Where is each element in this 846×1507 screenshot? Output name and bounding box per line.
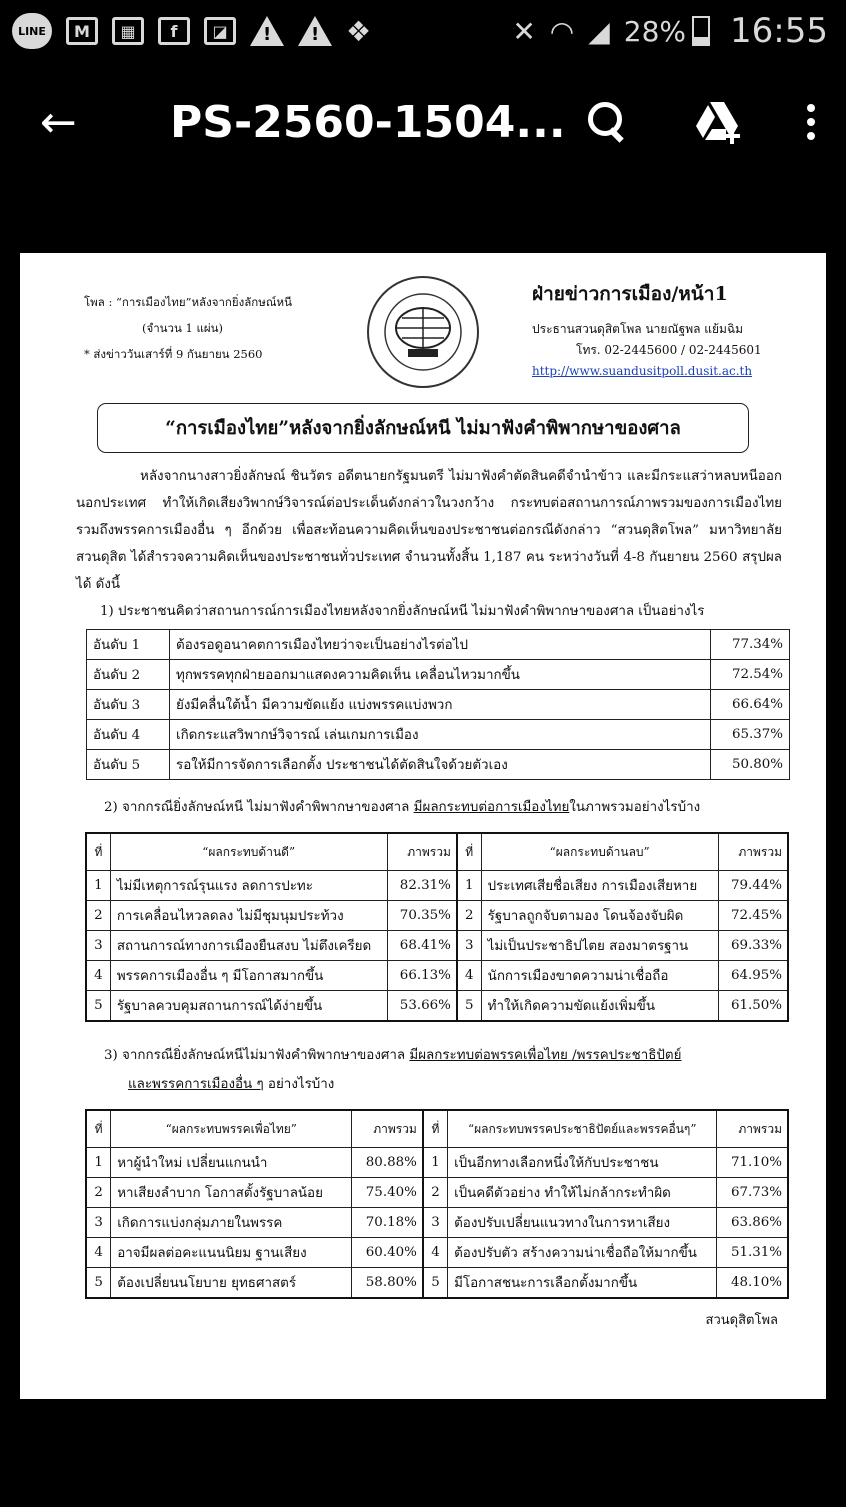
percent-value: 68.41% [387, 931, 457, 961]
source-credit: สวนดุสิตโพล [705, 1313, 778, 1328]
document-title: PS-2560-1504... [170, 96, 566, 148]
percent-value: 67.73% [717, 1178, 788, 1208]
opinion-text: ทุกพรรคทุกฝ่ายออกมาแสดงความคิดเห็น เคลื่อนไหวมากขึ้น [170, 660, 711, 690]
col-no: ที่ [86, 1110, 111, 1148]
question-1-table [86, 629, 790, 780]
gmail-icon: M [66, 17, 98, 45]
positive-impact: ไม่มีเหตุการณ์รุนแรง ลดการปะทะ [110, 871, 387, 901]
pheu-thai-impact: หาผู้นำใหม่ เปลี่ยนแกนนำ [111, 1148, 352, 1178]
row-number: 2 [86, 901, 110, 931]
question-3-heading: 3) จากกรณียิ่งลักษณ์หนีไม่มาฟังคำพิพากษาของศาล มีผลกระทบต่อพรรคเพื่อไทย /พรรคประชาธิปัตย์ และพรรคการเมืองอื่น ๆ อย่างไรบ้าง [104, 1048, 682, 1092]
rank-label: อันดับ 1 [87, 630, 170, 660]
more-options-icon[interactable] [804, 104, 818, 140]
rank-label: อันดับ 2 [87, 660, 170, 690]
website-link[interactable]: http://www.suandusitpoll.dusit.ac.th [532, 364, 753, 378]
positive-impact: การเคลื่อนไหวลดลง ไม่มีชุมนุมประท้วง [110, 901, 387, 931]
percent-value: 53.66% [387, 991, 457, 1022]
rank-label: อันดับ 4 [87, 720, 170, 750]
pheu-thai-impact: อาจมีผลต่อคะแนนนิยม ฐานเสียง [111, 1238, 352, 1268]
question-2-heading: 2) จากกรณียิ่งลักษณ์หนี ไม่มาฟังคำพิพากษาของศาล มีผลกระทบต่อการเมืองไทยในภาพรวมอย่างไรบ้าง [104, 800, 701, 815]
row-number: 4 [86, 1238, 111, 1268]
row-number: 5 [86, 1268, 111, 1299]
negative-impact: ทำให้เกิดความขัดแย้งเพิ่มขึ้น [481, 991, 718, 1022]
university-seal-icon [358, 273, 488, 391]
pheu-thai-impact: เกิดการแบ่งกลุ่มภายในพรรค [111, 1208, 352, 1238]
col-pheu-thai: “ผลกระทบพรรคเพื่อไทย” [111, 1110, 352, 1148]
table-row [87, 750, 790, 780]
signal-icon: ◢ [588, 14, 610, 48]
row-number: 1 [86, 871, 110, 901]
col-no: ที่ [86, 833, 110, 871]
search-icon[interactable] [586, 100, 626, 144]
opinion-text: รอให้มีการจัดการเลือกตั้ง ประชาชนได้ตัดสินใจด้วยตัวเอง [170, 750, 711, 780]
dropbox-icon: ❖ [346, 14, 372, 48]
battery-percent: 28% [623, 14, 687, 48]
table-row [86, 1238, 788, 1268]
democrat-impact: เป็นอีกทางเลือกหนึ่งให้กับประชาชน [448, 1148, 717, 1178]
percent-value: 65.37% [711, 720, 790, 750]
back-arrow-icon[interactable]: ← [40, 96, 77, 148]
question-1-heading: 1) ประชาชนคิดว่าสถานการณ์การเมืองไทยหลังจากยิ่งลักษณ์หนี ไม่มาฟังคำพิพากษาของศาล เป็นอย่างไร [100, 604, 705, 619]
percent-value: 70.18% [352, 1208, 423, 1238]
notification-icons [12, 13, 385, 49]
question-3-table [85, 1109, 789, 1299]
row-number: 4 [86, 961, 110, 991]
negative-impact: นักการเมืองขาดความน่าเชื่อถือ [481, 961, 718, 991]
table-row [86, 1178, 788, 1208]
row-number: 3 [423, 1208, 448, 1238]
col-no: ที่ [457, 833, 481, 871]
col-total: ภาพรวม [718, 833, 788, 871]
intro-paragraph: หลังจากนางสาวยิ่งลักษณ์ ชินวัตร อดีตนายกรัฐมนตรี ไม่มาฟังคำตัดสินคดีจำนำข้าว และมีกระแสว่าหลบหนีออกนอกประเทศ ทำให้เกิดเสียงวิพากษ์วิจารณ์ต่อประเด็นดังกล่าวในวงกว้าง กระทบต่อสถานการณ์ภาพรวมของการเมืองไทย รวมถึงพรรคการเมืองอื่น ๆ อีกด้วย เพื่อสะท้อนความคิดเห็นของประชาชนต่อกรณีดังกล่าว “สวนดุสิตโพล” มหาวิทยาลัยสวนดุสิต ได้สำรวจความคิดเห็นของประชาชนทั่วประเทศ จำนวนทั้งสิ้น 1,187 คน ระหว่างวันที่ 4-8 กันยายน 2560 สรุปผลได้ ดังนี้ [76, 469, 782, 592]
negative-impact: ไม่เป็นประชาธิปไตย สองมาตรฐาน [481, 931, 718, 961]
table-header-row [86, 1110, 788, 1148]
percent-value: 82.31% [387, 871, 457, 901]
democrat-impact: ต้องปรับตัว สร้างความน่าเชื่อถือให้มากขึ้น [448, 1238, 717, 1268]
table-row [86, 1268, 788, 1299]
phone-number: โทร. 02-2445600 / 02-2445601 [576, 343, 762, 357]
negative-impact: ประเทศเสียชื่อเสียง การเมืองเสียหาย [481, 871, 718, 901]
percent-value: 79.44% [718, 871, 788, 901]
row-number: 2 [423, 1178, 448, 1208]
table-row [86, 1148, 788, 1178]
table-row [86, 871, 788, 901]
percent-value: 80.88% [352, 1148, 423, 1178]
row-number: 2 [457, 901, 481, 931]
nfc-mute-icon: ✕ [512, 14, 536, 48]
line-icon: LINE [12, 13, 52, 49]
page-count: (จำนวน 1 แผ่น) [142, 321, 223, 335]
percent-value: 71.10% [717, 1148, 788, 1178]
percent-value: 77.34% [711, 630, 790, 660]
positive-impact: พรรคการเมืองอื่น ๆ มีโอกาสมากขึ้น [110, 961, 387, 991]
add-to-drive-icon[interactable] [694, 100, 744, 144]
row-number: 3 [86, 931, 110, 961]
democrat-impact: เป็นคดีตัวอย่าง ทำให้ไม่กล้ากระทำผิด [448, 1178, 717, 1208]
percent-value: 64.95% [718, 961, 788, 991]
row-number: 4 [457, 961, 481, 991]
president-name: ประธานสวนดุสิตโพล นายณัฐพล แย้มฉิม [532, 322, 744, 336]
row-number: 1 [457, 871, 481, 901]
clock: 16:55 [730, 11, 828, 51]
table-row [86, 991, 788, 1022]
department-name: ฝ่ายข่าวการเมือง/หน้า1 [532, 283, 728, 305]
col-total: ภาพรวม [352, 1110, 423, 1148]
row-number: 4 [423, 1238, 448, 1268]
app-bar [0, 62, 846, 182]
opinion-text: ยังมีคลื่นใต้น้ำ มีความขัดแย้ง แบ่งพรรคแบ่งพวก [170, 690, 711, 720]
wifi-icon: ◠ [549, 14, 575, 48]
photo-icon: ▦ [112, 17, 144, 45]
percent-value: 48.10% [717, 1268, 788, 1299]
percent-value: 75.40% [352, 1178, 423, 1208]
percent-value: 58.80% [352, 1268, 423, 1299]
table-row [87, 690, 790, 720]
row-number: 2 [86, 1178, 111, 1208]
percent-value: 60.40% [352, 1238, 423, 1268]
positive-impact: รัฐบาลควบคุมสถานการณ์ได้ง่ายขึ้น [110, 991, 387, 1022]
democrat-impact: ต้องปรับเปลี่ยนแนวทางในการหาเสียง [448, 1208, 717, 1238]
table-row [87, 660, 790, 690]
opinion-text: ต้องรอดูอนาคตการเมืองไทยว่าจะเป็นอย่างไรต่อไป [170, 630, 711, 660]
rank-label: อันดับ 5 [87, 750, 170, 780]
percent-value: 51.31% [717, 1238, 788, 1268]
col-democrat: “ผลกระทบพรรคประชาธิปัตย์และพรรคอื่นๆ” [448, 1110, 717, 1148]
table-header-row [86, 833, 788, 871]
table-row [87, 630, 790, 660]
row-number: 1 [86, 1148, 111, 1178]
opinion-text: เกิดกระแสวิพากษ์วิจารณ์ เล่นเกมการเมือง [170, 720, 711, 750]
battery-icon [692, 16, 710, 46]
table-row [86, 1208, 788, 1238]
release-date: * ส่งข่าววันเสาร์ที่ 9 กันยายน 2560 [84, 347, 263, 361]
percent-value: 66.64% [711, 690, 790, 720]
percent-value: 66.13% [387, 961, 457, 991]
percent-value: 72.45% [718, 901, 788, 931]
col-total: ภาพรวม [387, 833, 457, 871]
row-number: 3 [86, 1208, 111, 1238]
table-row [86, 931, 788, 961]
row-number: 5 [423, 1268, 448, 1299]
percent-value: 72.54% [711, 660, 790, 690]
report-title: “การเมืองไทย”หลังจากยิ่งลักษณ์หนี ไม่มาฟังคำพิพากษาของศาล [97, 403, 749, 453]
percent-value: 70.35% [387, 901, 457, 931]
col-total: ภาพรวม [717, 1110, 788, 1148]
document-page[interactable] [20, 253, 826, 1399]
percent-value: 50.80% [711, 750, 790, 780]
table-row [86, 901, 788, 931]
table-row [87, 720, 790, 750]
question-2-table [85, 832, 789, 1022]
table-row [86, 961, 788, 991]
row-number: 5 [86, 991, 110, 1022]
col-no: ที่ [423, 1110, 448, 1148]
democrat-impact: มีโอกาสชนะการเลือกตั้งมากขึ้น [448, 1268, 717, 1299]
warning-icon: ! [250, 16, 284, 46]
col-negative: “ผลกระทบด้านลบ” [481, 833, 718, 871]
header-left [84, 289, 292, 367]
rank-label: อันดับ 3 [87, 690, 170, 720]
row-number: 5 [457, 991, 481, 1022]
row-number: 3 [457, 931, 481, 961]
pheu-thai-impact: หาเสียงลำบาก โอกาสตั้งรัฐบาลน้อย [111, 1178, 352, 1208]
warning-icon: ! [298, 16, 332, 46]
status-bar [0, 0, 846, 62]
header-right [532, 279, 762, 382]
pheu-thai-impact: ต้องเปลี่ยนนโยบาย ยุทธศาสตร์ [111, 1268, 352, 1299]
negative-impact: รัฐบาลถูกจับตามอง โดนจ้องจับผิด [481, 901, 718, 931]
percent-value: 69.33% [718, 931, 788, 961]
gallery-icon: ◪ [204, 17, 236, 45]
col-positive: “ผลกระทบด้านดี” [110, 833, 387, 871]
positive-impact: สถานการณ์ทางการเมืองยืนสงบ ไม่ตึงเครียด [110, 931, 387, 961]
percent-value: 61.50% [718, 991, 788, 1022]
percent-value: 63.86% [717, 1208, 788, 1238]
poll-topic: โพล : “การเมืองไทย”หลังจากยิ่งลักษณ์หนี [84, 295, 292, 309]
facebook-icon: f [158, 17, 190, 45]
row-number: 1 [423, 1148, 448, 1178]
